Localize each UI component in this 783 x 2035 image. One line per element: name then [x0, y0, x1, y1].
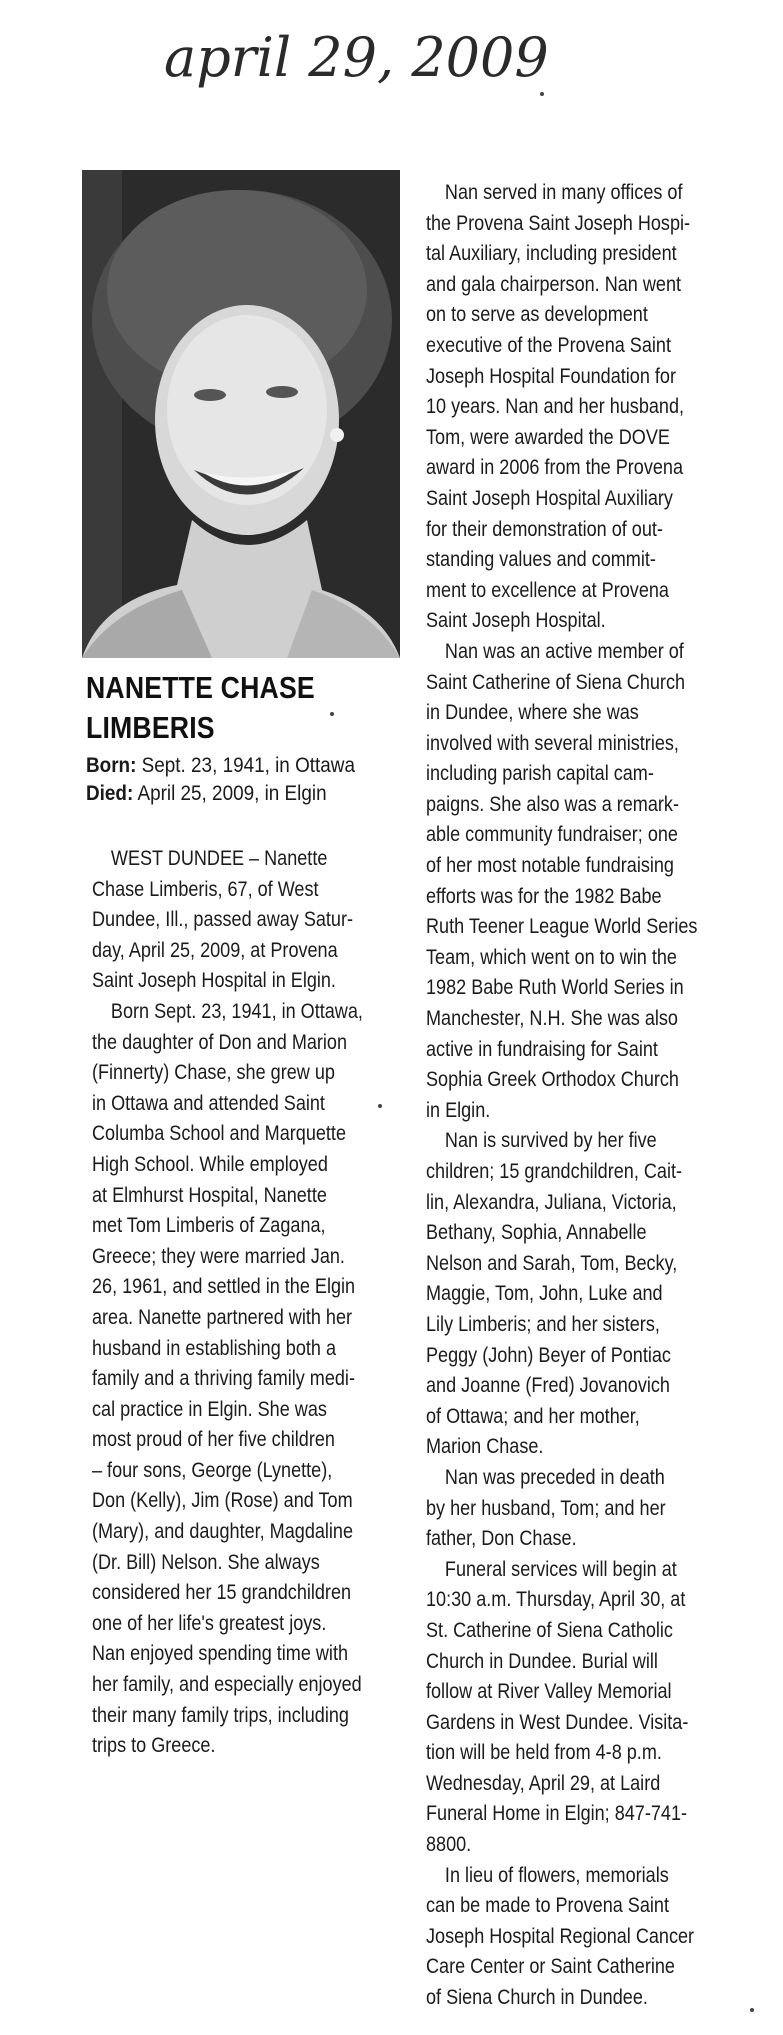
died-label: Died: — [86, 782, 134, 805]
portrait-image — [82, 170, 400, 658]
text-line: Born Sept. 23, 1941, in Ottawa, — [110, 999, 363, 1023]
text-line: of her most notable fundraising — [426, 854, 674, 878]
text-line: of Ottawa; and her mother, — [426, 1404, 640, 1428]
left-column-text — [92, 844, 453, 1762]
text-line: In lieu of flowers, memorials — [444, 1863, 669, 1887]
text-line: Greece; they were married Jan. — [92, 1244, 345, 1268]
born-row — [86, 752, 383, 780]
text-line: Funeral Home in Elgin; 847-741- — [426, 1802, 688, 1826]
portrait-photo — [82, 170, 400, 658]
text-line: Peggy (John) Beyer of Pontiac — [426, 1343, 671, 1367]
text-line: Funeral services will begin at — [444, 1557, 677, 1581]
text-line: Chase Limberis, 67, of West — [92, 877, 319, 901]
text-line: tion will be held from 4-8 p.m. — [426, 1741, 662, 1765]
right-column-text — [426, 178, 783, 2014]
text-line: Team, which went on to win the — [426, 945, 677, 969]
text-line: ment to excellence at Provena — [426, 578, 669, 602]
text-line: Nan is survived by her five — [444, 1129, 657, 1153]
text-line: paigns. She also was a remark- — [426, 792, 679, 816]
text-line: Nan enjoyed spending time with — [92, 1642, 349, 1666]
text-line: tal Auxiliary, including president — [426, 242, 677, 266]
text-line: lin, Alexandra, Juliana, Victoria, — [426, 1190, 677, 1214]
vitals — [86, 752, 383, 808]
text-line: Joseph Hospital Foundation for — [426, 364, 676, 388]
died-row — [86, 780, 383, 808]
text-line: in Elgin. — [426, 1098, 491, 1122]
text-line: St. Catherine of Siena Catholic — [426, 1618, 673, 1642]
born-value: Sept. 23, 1941, in Ottawa — [141, 754, 355, 777]
text-line: can be made to Provena Saint — [426, 1894, 669, 1918]
scan-speck — [378, 1104, 382, 1108]
text-line: 26, 1961, and settled in the Elgin — [92, 1275, 356, 1299]
text-line: one of her life's greatest joys. — [92, 1611, 327, 1635]
text-line: Marion Chase. — [426, 1435, 544, 1459]
born-label: Born: — [86, 754, 137, 777]
text-line: at Elmhurst Hospital, Nanette — [92, 1183, 327, 1207]
svg-text:april 29, 2009: april 29, 2009 — [164, 26, 549, 89]
text-line: (Finnerty) Chase, she grew up — [92, 1061, 335, 1085]
text-line: follow at River Valley Memorial — [426, 1680, 672, 1704]
text-line: Saint Joseph Hospital. — [426, 609, 606, 633]
text-line: Lily Limberis; and her sisters, — [426, 1312, 660, 1336]
text-line: (Mary), and daughter, Magdaline — [92, 1520, 354, 1544]
text-line: Ruth Teener League World Series — [426, 915, 698, 939]
text-line: met Tom Limberis of Zagana, — [92, 1214, 326, 1238]
scan-speck — [330, 712, 334, 716]
text-line: Nan was preceded in death — [444, 1465, 665, 1489]
text-line: Don (Kelly), Jim (Rose) and Tom — [92, 1489, 353, 1513]
text-line: Maggie, Tom, John, Luke and — [426, 1282, 663, 1306]
text-line: involved with several ministries, — [426, 731, 679, 755]
text-line: 1982 Babe Ruth World Series in — [426, 976, 684, 1000]
headline-line-2: LIMBERIS — [86, 710, 215, 745]
text-line: 10:30 a.m. Thursday, April 30, at — [426, 1588, 686, 1612]
headline-line-1: NANETTE CHASE — [86, 670, 315, 705]
text-line: family and a thriving family medi- — [92, 1367, 355, 1391]
text-line: Saint Joseph Hospital in Elgin. — [92, 969, 336, 993]
text-line: Nan served in many offices of — [444, 181, 683, 204]
text-line: and Joanne (Fred) Jovanovich — [426, 1374, 670, 1398]
text-line: for their demonstration of out- — [426, 517, 663, 541]
text-line: Gardens in West Dundee. Visita- — [426, 1710, 689, 1734]
text-line: Church in Dundee. Burial will — [426, 1649, 658, 1673]
scan-speck — [540, 92, 544, 96]
text-line: cal practice in Elgin. She was — [92, 1397, 327, 1421]
text-line: able community fundraiser; one — [426, 823, 678, 847]
text-line: Manchester, N.H. She was also — [426, 1007, 678, 1031]
text-line: the Provena Saint Joseph Hospi- — [426, 211, 691, 235]
text-line: their many family trips, including — [92, 1703, 349, 1727]
text-line: executive of the Provena Saint — [426, 333, 671, 357]
text-line: Nelson and Sarah, Tom, Becky, — [426, 1251, 678, 1275]
died-value: April 25, 2009, in Elgin — [137, 782, 327, 805]
text-line: trips to Greece. — [92, 1734, 216, 1758]
text-line: day, April 25, 2009, at Provena — [92, 938, 338, 962]
text-line: Wednesday, April 29, at Laird — [426, 1771, 661, 1795]
text-line: Bethany, Sophia, Annabelle — [426, 1221, 647, 1245]
text-line: – four sons, George (Lynette), — [92, 1458, 333, 1482]
text-line: High School. While employed — [92, 1152, 328, 1176]
text-line: most proud of her five children — [92, 1428, 335, 1452]
text-line: Nan was an active member of — [444, 639, 684, 663]
text-line: in Ottawa and attended Saint — [92, 1091, 325, 1115]
text-line: area. Nanette partnered with her — [92, 1305, 353, 1329]
text-line: and gala chairperson. Nan went — [426, 272, 682, 296]
text-line: (Dr. Bill) Nelson. She always — [92, 1550, 320, 1574]
text-line: her family, and especially enjoyed — [92, 1673, 362, 1697]
text-line: Columba School and Marquette — [92, 1122, 346, 1146]
text-line: Saint Catherine of Siena Church — [426, 670, 686, 694]
text-line: in Dundee, where she was — [426, 701, 639, 725]
obituary-headline — [86, 668, 370, 748]
text-line: active in fundraising for Saint — [426, 1037, 658, 1061]
text-line: of Siena Church in Dundee. — [426, 1986, 648, 2010]
text-line: on to serve as development — [426, 303, 648, 327]
text-line: Care Center or Saint Catherine — [426, 1955, 675, 1979]
text-line: Joseph Hospital Regional Cancer — [426, 1924, 695, 1948]
text-line: efforts was for the 1982 Babe — [426, 884, 662, 908]
text-line: children; 15 grandchildren, Cait- — [426, 1160, 682, 1183]
text-line: 10 years. Nan and her husband, — [426, 395, 685, 419]
text-line: the daughter of Don and Marion — [92, 1030, 348, 1054]
text-line: Tom, were awarded the DOVE — [426, 425, 670, 449]
text-line: Saint Joseph Hospital Auxiliary — [426, 486, 673, 510]
text-line: considered her 15 grandchildren — [92, 1581, 352, 1605]
text-line: WEST DUNDEE – Nanette — [110, 847, 328, 870]
text-line: father, Don Chase. — [426, 1527, 577, 1551]
text-line: 8800. — [426, 1833, 472, 1857]
text-line: standing values and commit- — [426, 548, 656, 572]
text-line: award in 2006 from the Provena — [426, 456, 684, 480]
handwritten-date — [160, 6, 590, 106]
scan-speck — [750, 2008, 754, 2012]
text-line: Dundee, Ill., passed away Satur- — [92, 908, 354, 932]
text-line: by her husband, Tom; and her — [426, 1496, 666, 1520]
text-line: Sophia Greek Orthodox Church — [426, 1068, 679, 1092]
text-line: including parish capital cam- — [426, 762, 654, 786]
text-line: husband in establishing both a — [92, 1336, 336, 1360]
